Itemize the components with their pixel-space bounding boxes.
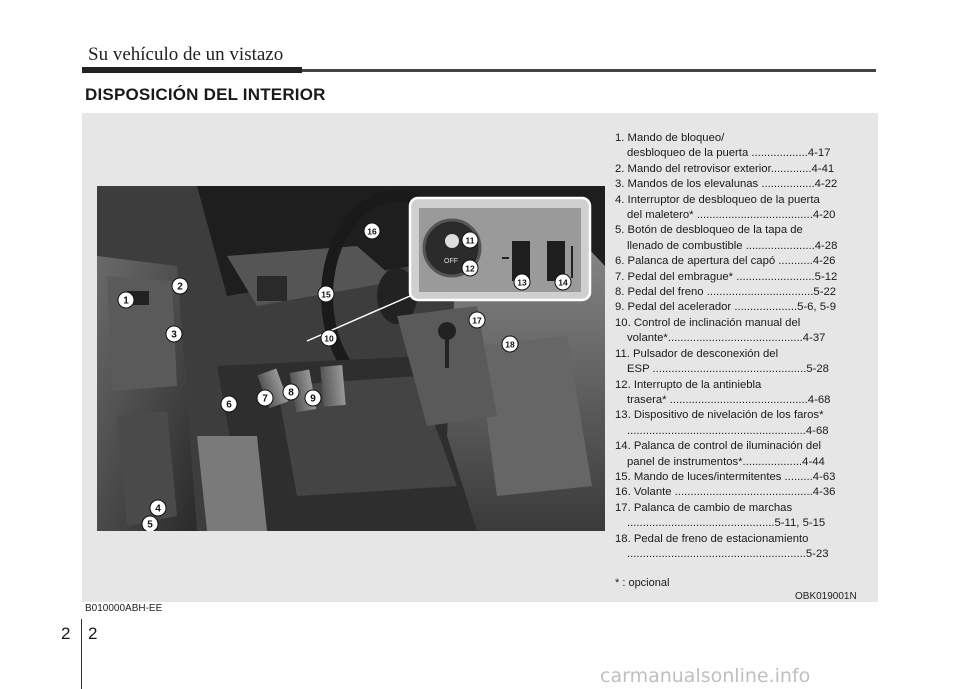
legend-line: 1. Mando de bloqueo/ [615, 132, 725, 144]
legend-item [615, 162, 873, 177]
section-code: B010000ABH-EE [85, 603, 163, 614]
legend-item [615, 285, 873, 300]
legend-line: 7. Pedal del embrague* .........................5-12 [615, 270, 838, 283]
legend-line: desbloqueo de la puerta ..................4-17 [627, 147, 831, 160]
callout-number: 4 [155, 503, 161, 515]
legend-item [615, 485, 873, 500]
legend-line: 8. Pedal del freno ..................................5-22 [615, 286, 837, 299]
callout-number: 7 [262, 393, 268, 405]
callout-number: 9 [310, 393, 316, 405]
footnote: * : opcional [615, 577, 670, 589]
legend-line: 9. Pedal del acelerador ....................5-6, 5-9 [615, 301, 837, 314]
legend-line: trasera* ............................................4-68 [627, 393, 831, 406]
callout-number: 16 [367, 226, 377, 237]
legend-item [615, 470, 873, 485]
esp-off-label: OFF [444, 258, 458, 265]
legend-item [615, 501, 873, 532]
legend-line: 18. Pedal de freno de estacionamiento [615, 532, 809, 545]
figure-code: OBK019001N [795, 591, 857, 602]
section-title: DISPOSICIÓN DEL INTERIOR [85, 85, 326, 104]
legend-line: 2. Mando del retrovisor exterior.............4-41 [615, 162, 835, 175]
legend-item [615, 223, 873, 254]
legend-item [615, 300, 873, 315]
callout-number: 18 [505, 339, 515, 350]
page-number: 2 [88, 624, 98, 643]
legend-line: 5. Botón de desbloqueo de la tapa de [615, 224, 803, 237]
legend-line: llenado de combustible ......................4-28 [627, 239, 838, 252]
legend-line: 17. Palanca de cambio de marchas [615, 501, 793, 514]
legend-item [615, 177, 873, 192]
legend-line: 6. Palanca de apertura del capó ...........4-26 [615, 255, 836, 268]
legend-item [615, 316, 873, 347]
legend-item [615, 131, 873, 162]
legend-item [615, 532, 873, 563]
legend-line: 11. Pulsador de desconexión del [615, 347, 779, 360]
callout-number: 8 [288, 387, 294, 399]
interior-photo [97, 186, 605, 531]
legend-line: del maletero* .....................................4-20 [627, 209, 836, 222]
header-rule [82, 69, 876, 72]
page-divider [81, 619, 82, 689]
legend-item [615, 408, 873, 439]
callout-number: 3 [171, 329, 177, 341]
legend-line: 10. Control de inclinación manual del [615, 316, 801, 329]
callout-number: 10 [324, 333, 334, 344]
legend-list [615, 131, 873, 562]
legend-line: .........................................................5-23 [627, 547, 829, 560]
legend-item [615, 254, 873, 269]
legend-line: 15. Mando de luces/intermitentes .........4-63 [615, 470, 836, 483]
legend-line: 13. Dispositivo de nivelación de los faros* [615, 409, 824, 422]
legend-line: .........................................................4-68 [627, 424, 829, 437]
callout-number: 14 [558, 277, 568, 288]
callout-number: 1 [123, 295, 129, 307]
callout-number: 15 [321, 289, 331, 300]
legend-line: 16. Volante ............................................4-36 [615, 486, 836, 499]
legend-line: ESP .................................................5-28 [627, 363, 829, 376]
legend-item [615, 193, 873, 224]
callout-number: 13 [517, 277, 527, 288]
callout-number: 11 [465, 235, 475, 246]
legend-item [615, 378, 873, 409]
running-header: Su vehículo de un vistazo [88, 44, 284, 65]
callout-number: 12 [465, 263, 475, 274]
legend-line: panel de instrumentos*...................4-44 [627, 455, 825, 468]
chapter-number: 2 [61, 624, 71, 643]
legend-item [615, 439, 873, 470]
legend-line: 3. Mandos de los elevalunas .................4-22 [615, 178, 838, 191]
legend-line: 12. Interrupto de la antiniebla [615, 378, 762, 391]
legend-line: ...............................................5-11, 5-15 [627, 517, 826, 530]
legend-line: volante*...........................................4-37 [627, 332, 826, 345]
legend-item [615, 347, 873, 378]
watermark: carmanualsonline.info [600, 665, 811, 687]
legend-item [615, 270, 873, 285]
callout-number: 2 [177, 281, 183, 293]
callout-number: 6 [226, 399, 232, 411]
legend-line: 14. Palanca de control de iluminación del [615, 440, 821, 453]
legend-line: 4. Interruptor de desbloqueo de la puerta [615, 193, 820, 206]
callout-number: 17 [472, 315, 482, 326]
callout-number: 5 [147, 519, 153, 531]
